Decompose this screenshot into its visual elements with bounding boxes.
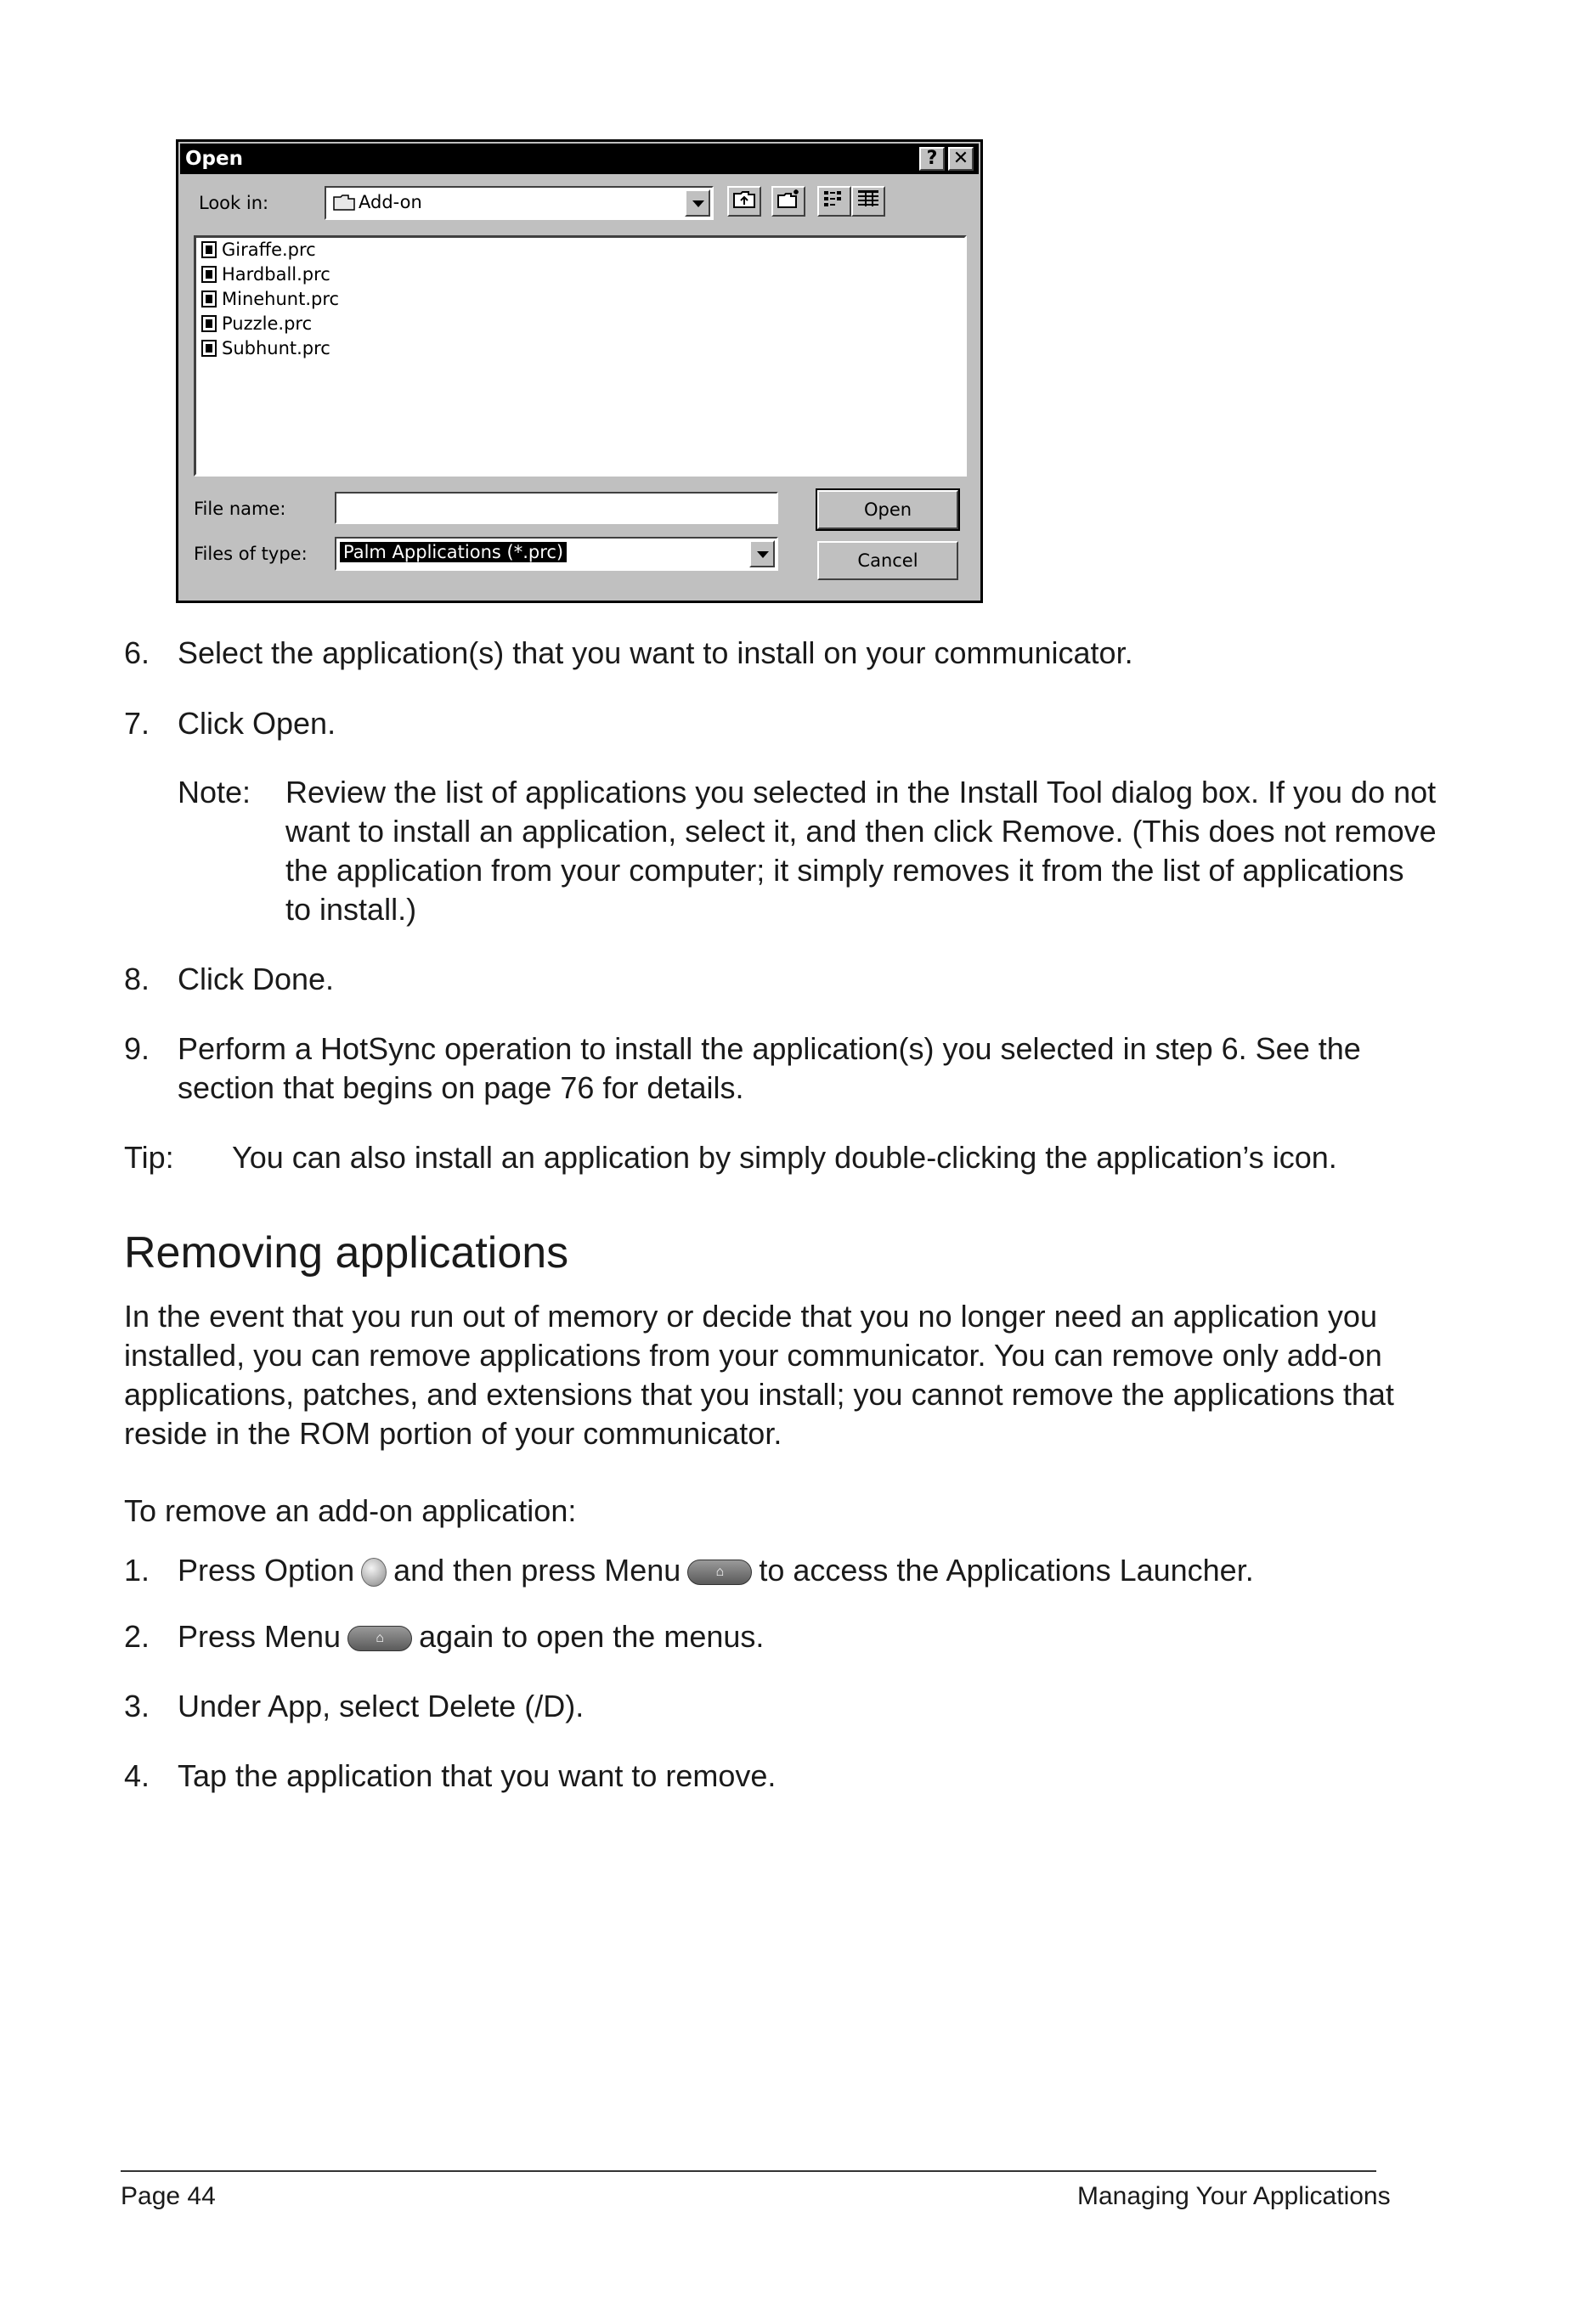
note-line: to install.) <box>285 892 417 927</box>
intro-line: reside in the ROM portion of your communicator. <box>124 1416 782 1451</box>
file-name-label: File name: <box>194 499 286 519</box>
tip-text: You can also install an application by simply double-clicking the application’s icon. <box>232 1140 1337 1175</box>
open-button[interactable]: Open <box>817 490 958 529</box>
step-text: Press Option and then press Menu ⌂ to access the Applications Launcher. <box>178 1553 1254 1588</box>
prc-file-icon <box>201 266 217 283</box>
file-item-minehunt[interactable]: Minehunt.prc <box>201 287 339 311</box>
new-folder-button[interactable] <box>771 186 805 217</box>
step-text: Click Open. <box>178 706 336 741</box>
step-number: 6. <box>124 635 150 670</box>
file-list[interactable] <box>194 235 967 477</box>
option-button-icon <box>361 1558 387 1587</box>
step-number: 4. <box>124 1758 150 1793</box>
prc-file-icon <box>201 290 217 307</box>
file-name-input[interactable] <box>335 492 778 524</box>
section-heading: Removing applications <box>124 1228 569 1278</box>
step-text: section that begins on page 76 for details. <box>178 1070 744 1105</box>
step-text: Click Done. <box>178 962 335 996</box>
prc-file-icon <box>201 315 217 332</box>
file-item-subhunt[interactable]: Subhunt.prc <box>201 336 330 360</box>
page-number: Page 44 <box>121 2182 216 2210</box>
intro-line: In the event that you run out of memory or decide that you no longer need an application you <box>124 1299 1377 1334</box>
step-number: 2. <box>124 1619 150 1654</box>
cancel-button[interactable]: Cancel <box>817 541 958 580</box>
intro-line: installed, you can remove applications from your communicator. You can remove only add-on <box>124 1338 1382 1373</box>
up-one-level-button[interactable] <box>727 186 761 217</box>
list-view-button[interactable] <box>817 186 851 217</box>
step-number: 7. <box>124 706 150 741</box>
file-item-giraffe[interactable]: Giraffe.prc <box>201 238 316 262</box>
folder-icon <box>333 194 355 211</box>
dialog-title-bar[interactable] <box>180 144 979 174</box>
step-text: Select the application(s) that you want to install on your communicator. <box>178 635 1133 670</box>
new-folder-icon <box>776 188 801 210</box>
details-view-button[interactable] <box>851 186 885 217</box>
look-in-dropdown[interactable] <box>325 186 714 220</box>
file-item-puzzle[interactable]: Puzzle.prc <box>201 312 312 336</box>
menu-button-icon: ⌂ <box>687 1560 752 1585</box>
note-label: Note: <box>178 775 251 809</box>
menu-button-icon: ⌂ <box>347 1626 412 1651</box>
footer-divider <box>121 2170 1376 2172</box>
look-in-label: Look in: <box>199 193 269 213</box>
procedure-heading: To remove an add-on application: <box>124 1493 577 1528</box>
tip-label: Tip: <box>124 1140 174 1175</box>
files-of-type-dropdown[interactable] <box>335 537 778 571</box>
files-of-type-value: Palm Applications (*.prc) <box>340 542 567 562</box>
step-number: 8. <box>124 962 150 996</box>
chevron-down-icon[interactable] <box>685 189 710 217</box>
step-number: 1. <box>124 1553 150 1588</box>
note-line: Review the list of applications you selected in the Install Tool dialog box. If you do not <box>285 775 1437 809</box>
step-text: Under App, select Delete (/D). <box>178 1689 585 1723</box>
note-line: want to install an application, select it, and then click Remove. (This does not remove <box>285 814 1437 849</box>
help-button[interactable]: ? <box>919 147 945 171</box>
step-number: 9. <box>124 1031 150 1066</box>
step-text: Press Menu ⌂ again to open the menus. <box>178 1619 765 1654</box>
close-button[interactable]: ✕ <box>948 147 974 171</box>
chapter-title: Managing Your Applications <box>1077 2182 1391 2210</box>
list-view-icon <box>822 188 847 210</box>
step-number: 3. <box>124 1689 150 1723</box>
intro-line: applications, patches, and extensions that you install; you cannot remove the applications that <box>124 1377 1394 1412</box>
files-of-type-label: Files of type: <box>194 544 308 564</box>
chevron-down-icon[interactable] <box>749 540 775 567</box>
look-in-value: Add-on <box>359 192 422 212</box>
step-text: Perform a HotSync operation to install the application(s) you selected in step 6. See the <box>178 1031 1361 1066</box>
details-view-icon <box>856 188 881 210</box>
open-dialog <box>176 139 983 603</box>
folder-up-icon <box>731 188 757 210</box>
note-line: the application from your computer; it simply removes it from the list of applications <box>285 853 1404 888</box>
prc-file-icon <box>201 340 217 357</box>
step-text: Tap the application that you want to remove. <box>178 1758 777 1793</box>
prc-file-icon <box>201 241 217 258</box>
dialog-title: Open <box>185 148 243 170</box>
file-item-hardball[interactable]: Hardball.prc <box>201 262 330 286</box>
